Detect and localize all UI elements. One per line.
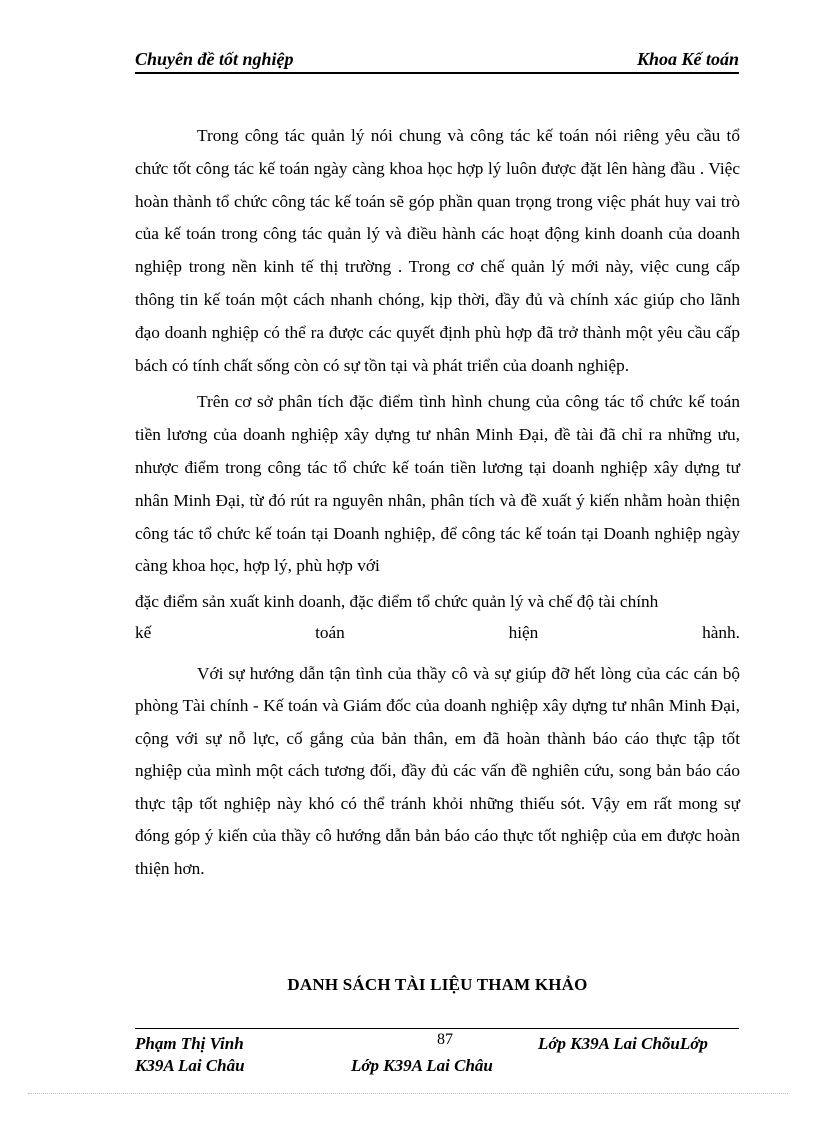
paragraph-2-continuation: đặc điểm sản xuất kinh doanh, đặc điểm tổ chức quản lý và chế độ tài chính xyxy=(135,592,659,612)
page-header xyxy=(135,46,739,74)
paragraph-2-last-line: kế toán hiện hành. xyxy=(135,623,740,643)
paragraph-1: Trong công tác quản lý nói chung và công tác kế toán nói riêng yêu cầu tổ chức tốt công tác kế toán ngày càng khoa học hợp lý luôn được đặt lên hàng đầu . Việc hoàn thành tổ chức công tác kế toán sẽ góp phần quan trọng trong việc phát huy vai trò của kế toán trong công tác quản lý và điều hành các hoạt động kinh doanh của doanh nghiệp trong nền kinh tế thị trường . Trong cơ chế quản lý mới này, việc cung cấp thông tin kế toán một cách nhanh chóng, kịp thời, đầy đủ và chính xác giúp cho lãnh đạo doanh nghiệp có thể ra được các quyết định phù hợp đã trở thành một yêu cầu cấp bách có tính chất sống còn có sự tồn tại và phát triển của doanh nghiệp. xyxy=(135,126,740,375)
paragraph-2: Trên cơ sở phân tích đặc điểm tình hình chung của công tác tổ chức kế toán tiền lương của doanh nghiệp xây dựng tư nhân Minh Đại, đề tài đã chỉ ra những ưu, nhược điểm trong công tác tổ chức kế toán tiền lương tại doanh nghiệp xây dựng tư nhân Minh Đại, từ đó rút ra nguyên nhân, phân tích và đề xuất ý kiến nhằm hoàn thiện công tác tổ chức kế toán tại Doanh nghiệp, để công tác kế toán tại Doanh nghiệp ngày càng khoa học, hợp lý, phù hợp với xyxy=(135,392,740,576)
references-heading: DANH SÁCH TÀI LIỆU THAM KHẢO xyxy=(287,975,588,994)
footer-author: Phạm Thị Vinh xyxy=(135,1034,244,1053)
header-department: Khoa Kế toán xyxy=(636,49,739,69)
page-number: 87 xyxy=(437,1031,453,1048)
header-title: Chuyên đề tốt nghiệp xyxy=(135,49,294,69)
footer-class-center: Lớp K39A Lai Châu xyxy=(351,1056,493,1075)
page-boundary-dotted-line xyxy=(28,1093,788,1094)
document-body xyxy=(135,120,740,885)
footer-divider xyxy=(135,1028,739,1029)
footer-class-left: K39A Lai Châu xyxy=(135,1056,245,1075)
footer-class-right: Lớp K39A Lai ChõuLớp xyxy=(538,1034,708,1053)
paragraph-3: Với sự hướng dẫn tận tình của thầy cô và sự giúp đỡ hết lòng của các cán bộ phòng Tài chính - Kế toán và Giám đốc của doanh nghiệp xây dựng tư nhân Minh Đại, cộng với sự nỗ lực, cố gắng của bản thân, em đã hoàn thành báo cáo thực tập tốt nghiệp của mình một cách tương đối, đầy đủ các vấn đề nghiên cứu, song bản báo cáo thực tập tốt nghiệp này khó có thể tránh khỏi những thiếu sót. Vậy em rất mong sự đóng góp ý kiến của thầy cô hướng dẫn bản báo cáo thực tốt nghiệp của em được hoàn thiện hơn. xyxy=(135,663,740,878)
